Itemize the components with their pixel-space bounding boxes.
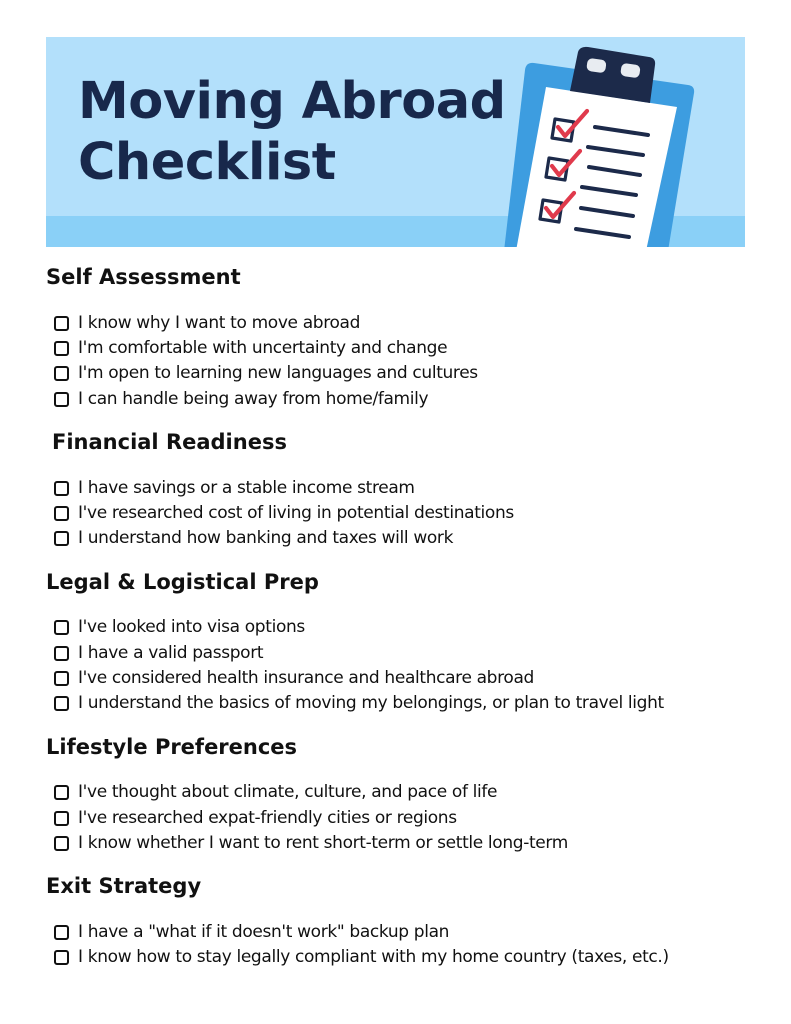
checkbox[interactable] — [54, 811, 69, 826]
page-title — [78, 71, 506, 193]
checkbox[interactable] — [54, 481, 69, 496]
checklist-item[interactable] — [54, 388, 428, 410]
checklist-item-label: I understand the basics of moving my belongings, or plan to travel light — [78, 693, 664, 713]
checklist-item-label: I have savings or a stable income stream — [78, 478, 415, 498]
checkbox[interactable] — [54, 341, 69, 356]
checklist-item-label: I'm comfortable with uncertainty and change — [78, 338, 448, 358]
header-banner — [46, 37, 745, 247]
checkbox[interactable] — [54, 366, 69, 381]
checklist-item[interactable] — [54, 362, 478, 384]
section-heading-exit-strategy: Exit Strategy — [46, 874, 202, 898]
section-heading-lifestyle-preferences: Lifestyle Preferences — [46, 735, 298, 759]
checkbox[interactable] — [54, 506, 69, 521]
checkbox[interactable] — [54, 620, 69, 635]
checklist-item[interactable] — [54, 642, 263, 664]
checkbox[interactable] — [54, 316, 69, 331]
checklist-item[interactable] — [54, 527, 453, 549]
checkbox[interactable] — [54, 392, 69, 407]
checklist-item[interactable] — [54, 692, 664, 714]
checklist-item[interactable] — [54, 946, 669, 968]
checkbox[interactable] — [54, 836, 69, 851]
checklist-item-label: I know whether I want to rent short-term or settle long-term — [78, 833, 568, 853]
checklist-item-label: I understand how banking and taxes will work — [78, 528, 454, 548]
checklist-item-label: I can handle being away from home/family — [78, 389, 429, 409]
checklist-item-label: I've looked into visa options — [78, 617, 305, 637]
section-heading-legal-logistical-prep: Legal & Logistical Prep — [46, 570, 319, 594]
checklist-item[interactable] — [54, 807, 457, 829]
checklist-item-label: I have a "what if it doesn't work" backup plan — [78, 922, 450, 942]
checklist-item[interactable] — [54, 337, 447, 359]
checklist-item[interactable] — [54, 312, 360, 334]
checklist-item-label: I've researched expat-friendly cities or regions — [78, 808, 457, 828]
page-title-line-2: Checklist — [78, 133, 336, 192]
checklist-item-label: I know why I want to move abroad — [78, 313, 361, 333]
checklist-item-label: I'm open to learning new languages and cultures — [78, 363, 478, 383]
checkbox[interactable] — [54, 785, 69, 800]
checklist-item-label: I know how to stay legally compliant with my home country (taxes, etc.) — [78, 947, 669, 967]
page-title-line-1: Moving Abroad — [78, 72, 506, 131]
section-heading-self-assessment: Self Assessment — [46, 265, 241, 289]
checklist-item[interactable] — [54, 921, 449, 943]
checkbox[interactable] — [54, 696, 69, 711]
checklist-item[interactable] — [54, 781, 497, 803]
checkbox[interactable] — [54, 925, 69, 940]
checkbox[interactable] — [54, 646, 69, 661]
checkbox[interactable] — [54, 671, 69, 686]
checklist-item[interactable] — [54, 832, 568, 854]
section-heading-financial-readiness: Financial Readiness — [52, 430, 287, 454]
checklist-item-label: I have a valid passport — [78, 643, 264, 663]
checklist-item-label: I've considered health insurance and healthcare abroad — [78, 668, 534, 688]
checkbox[interactable] — [54, 950, 69, 965]
clipboard-checklist-icon — [488, 37, 745, 247]
checklist-item[interactable] — [54, 667, 534, 689]
checklist-item[interactable] — [54, 616, 305, 638]
checklist-item-label: I've researched cost of living in potential destinations — [78, 503, 514, 523]
checklist-item[interactable] — [54, 502, 514, 524]
checklist-item-label: I've thought about climate, culture, and pace of life — [78, 782, 498, 802]
checkbox[interactable] — [54, 531, 69, 546]
checklist-item[interactable] — [54, 477, 415, 499]
